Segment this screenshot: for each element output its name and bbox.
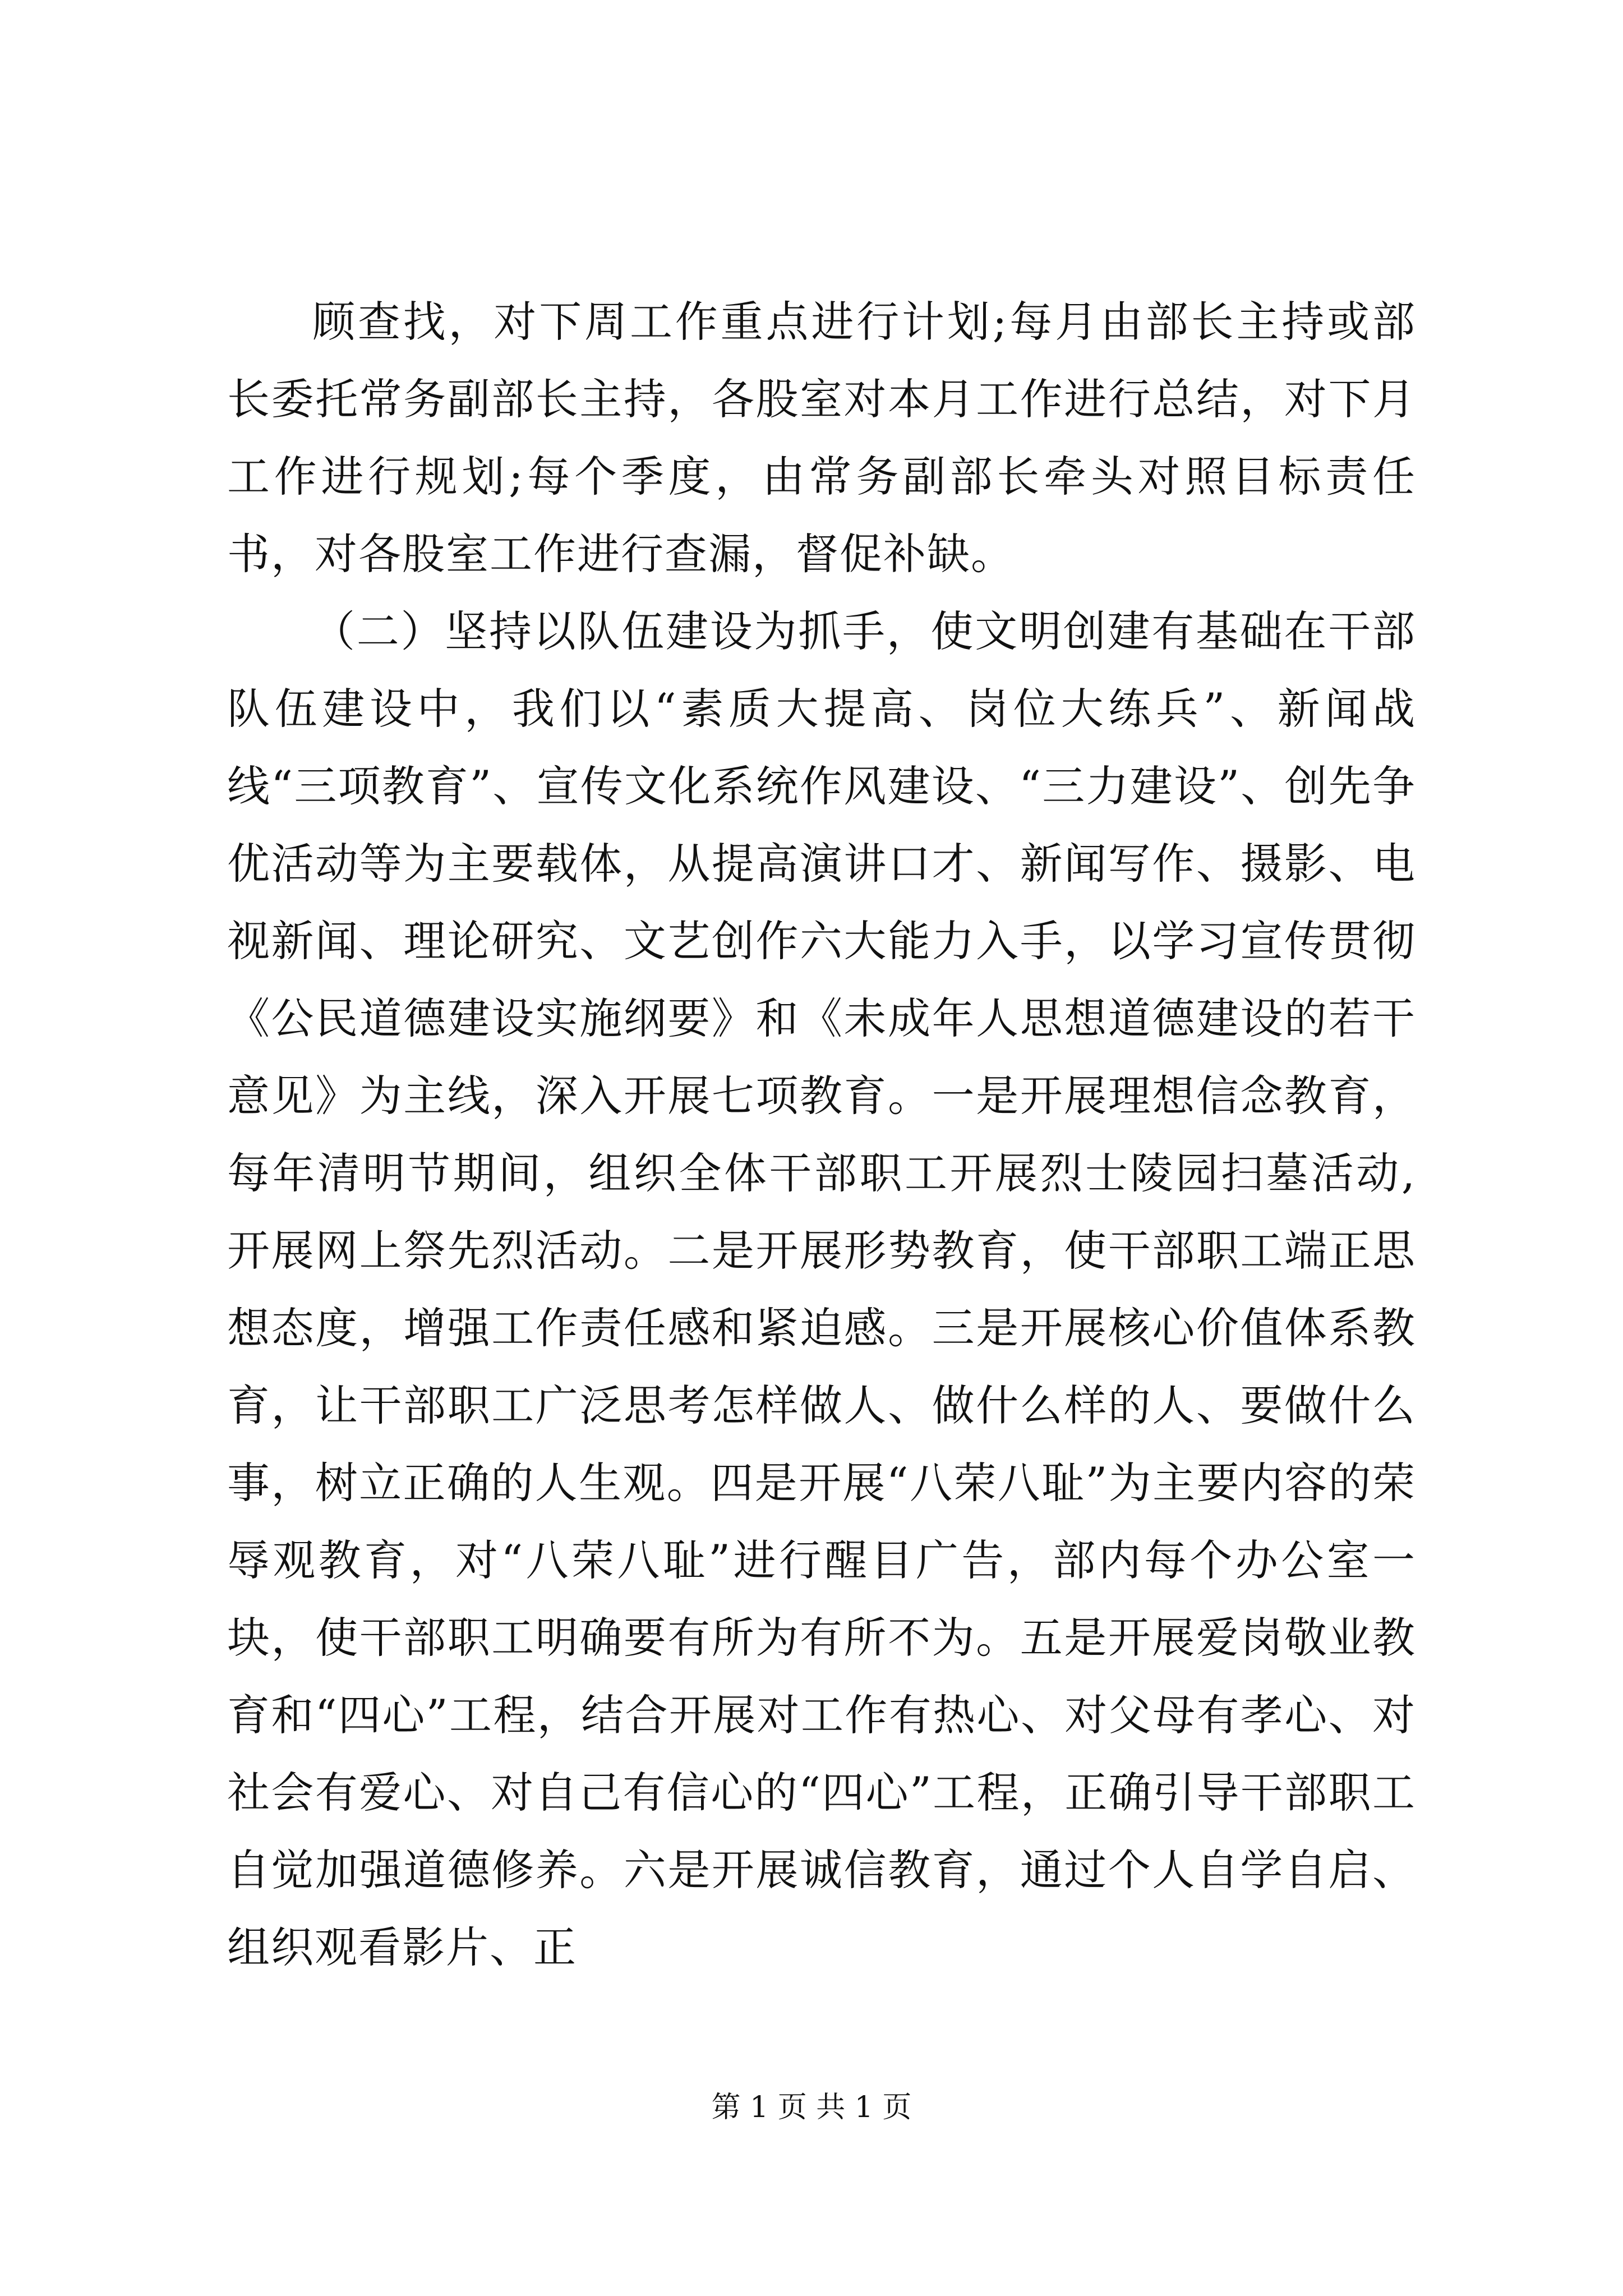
page-number-footer: 第 1 页 共 1 页	[711, 2091, 912, 2124]
paragraph-1: 顾查找，对下周工作重点进行计划;每月由部长主持或部长委托常务副部长主持，各股室对本月工作进行总结，对下月工作进行规划;每个季度，由常务副部长牵头对照目标责任书，对各股室工作进行查漏，督促补缺。	[227, 297, 1416, 579]
paragraph-2: （二）坚持以队伍建设为抓手，使文明创建有基础在干部队伍建设中，我们以“素质大提高、岗位大练兵”、新闻战线“三项教育”、宣传文化系统作风建设、“三力建设”、创先争优活动等为主要载体，从提高演讲口才、新闻写作、摄影、电视新闻、理论研究、文艺创作六大能力入手，以学习宣传贯彻《公民道德建设实施纲要》和《未成年人思想道德建设的若干意见》为主线，深入开展七项教育。一是开展理想信念教育，每年清明节期间，组织全体干部职工开展烈士陵园扫墓活动,开展网上祭先烈活动。二是开展形势教育，使干部职工端正思想态度，增强工作责任感和紧迫感。三是开展核心价值体系教育，让干部职工广泛思考怎样做人、做什么样的人、要做什么事，树立正确的人生观。四是开展“八荣八耻”为主要内容的荣辱观教育，对“八荣八耻”进行醒目广告，部内每个办公室一块，使干部职工明确要有所为有所不为。五是开展爱岗敬业教育和“四心”工程，结合开展对工作有热心、对父母有孝心、对社会有爱心、对自己有信心的“四心”工程，正确引导干部职工自觉加强道德修养。六是开展诚信教育，通过个人自学自启、组织观看影片、正	[227, 606, 1416, 1972]
document-body	[227, 283, 1416, 1986]
